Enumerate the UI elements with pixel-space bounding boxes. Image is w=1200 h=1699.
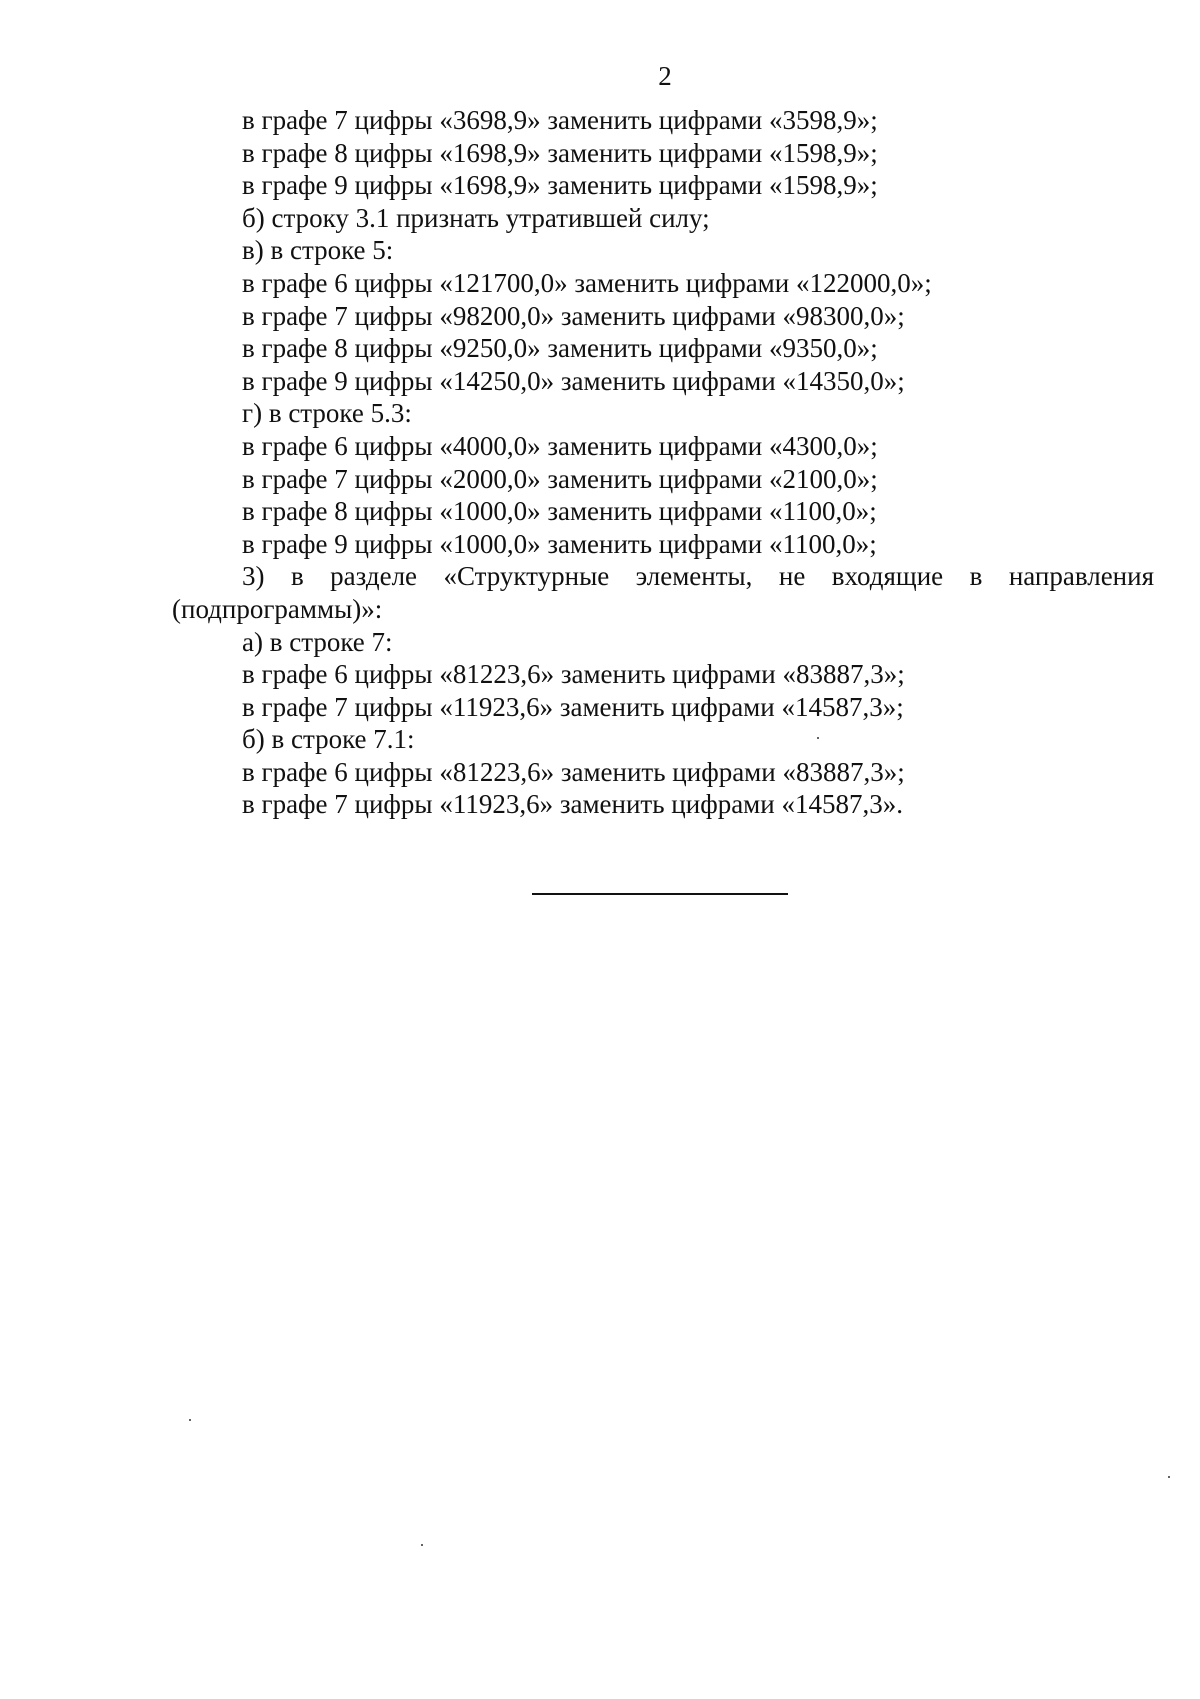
scan-speck bbox=[1168, 1476, 1170, 1478]
text-line: в графе 7 цифры «98200,0» заменить цифрами «98300,0»; bbox=[242, 300, 905, 331]
text-line: в графе 7 цифры «11923,6» заменить цифрами «14587,3». bbox=[242, 789, 903, 820]
text-line: в графе 9 цифры «1698,9» заменить цифрами «1598,9»; bbox=[242, 170, 878, 201]
text-line: в графе 7 цифры «3698,9» заменить цифрами «3598,9»; bbox=[242, 105, 878, 135]
text-line-justified: 3) в разделе «Структурные элементы, не входящие в направления bbox=[242, 561, 1154, 592]
text-line: в графе 6 цифры «121700,0» заменить цифрами «122000,0»; bbox=[242, 267, 932, 298]
scan-speck bbox=[421, 1544, 423, 1546]
text-line: в графе 7 цифры «11923,6» заменить цифрами «14587,3»; bbox=[242, 691, 904, 722]
text-line: б) строку 3.1 признать утратившей силу; bbox=[242, 202, 710, 233]
text-line: б) в строке 7.1: bbox=[242, 724, 415, 755]
text-line: в графе 8 цифры «9250,0» заменить цифрами «9350,0»; bbox=[242, 333, 878, 364]
text-line: г) в строке 5.3: bbox=[242, 398, 412, 429]
text-line: в графе 8 цифры «1698,9» заменить цифрами «1598,9»; bbox=[242, 137, 878, 168]
text-line: в графе 9 цифры «1000,0» заменить цифрами «1100,0»; bbox=[242, 528, 877, 559]
text-line: в графе 6 цифры «4000,0» заменить цифрами «4300,0»; bbox=[242, 430, 878, 461]
document-body bbox=[172, 104, 1154, 821]
text-line: а) в строке 7: bbox=[242, 626, 393, 657]
text-line: в графе 8 цифры «1000,0» заменить цифрами «1100,0»; bbox=[242, 496, 877, 527]
text-line: в графе 6 цифры «81223,6» заменить цифрами «83887,3»; bbox=[242, 659, 905, 690]
page-number: 2 bbox=[658, 61, 672, 91]
text-line: в графе 7 цифры «2000,0» заменить цифрами «2100,0»; bbox=[242, 463, 878, 494]
scan-speck bbox=[189, 1419, 191, 1421]
text-line: в графе 9 цифры «14250,0» заменить цифрами «14350,0»; bbox=[242, 365, 905, 396]
text-line: в) в строке 5: bbox=[242, 235, 394, 266]
scan-speck bbox=[817, 737, 819, 739]
end-divider-line bbox=[532, 893, 788, 895]
text-line: в графе 6 цифры «81223,6» заменить цифрами «83887,3»; bbox=[242, 756, 905, 787]
text-line-continuation: (подпрограммы)»: bbox=[172, 593, 383, 624]
